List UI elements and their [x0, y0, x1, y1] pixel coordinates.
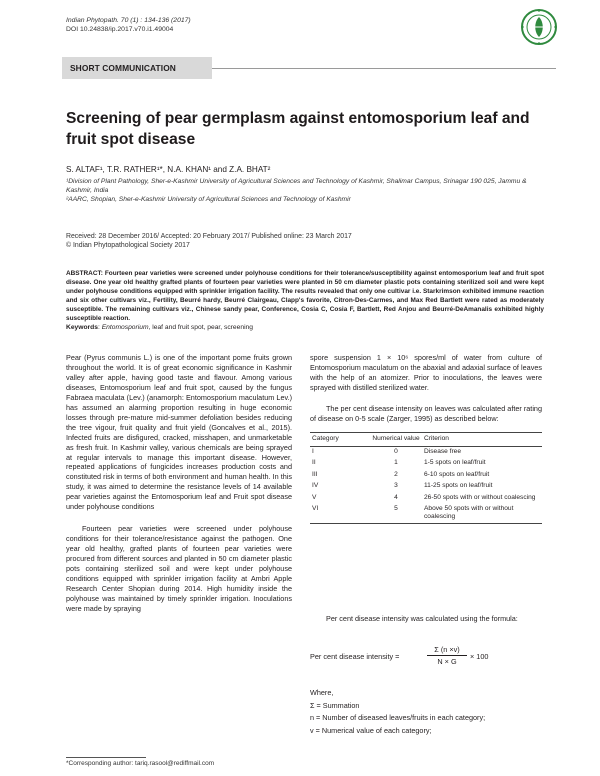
table-cell: 1 [394, 459, 398, 467]
doi: DOI 10.24838/ip.2017.v70.i1.49004 [66, 26, 174, 33]
keyword-first: Entomosporium [101, 324, 149, 331]
table-header-criterion: Criterion [424, 435, 449, 442]
formula-lhs: Per cent disease intensity = [310, 652, 400, 661]
table-cell: IV [312, 482, 319, 490]
right-column [310, 353, 542, 424]
table-cell: V [312, 493, 317, 501]
table-row [310, 503, 542, 523]
society-logo [520, 8, 558, 46]
table-cell: I [312, 448, 314, 456]
journal-citation: Indian Phytopath. 70 (1) : 134-136 (2017) [66, 17, 191, 24]
table-row [310, 469, 542, 480]
where-label: Where, [310, 688, 334, 697]
definition-v: v = Numerical value of each category; [310, 725, 432, 735]
table-header-value: Numerical value [372, 435, 420, 442]
formula-paragraph: Per cent disease intensity was calculated using the formula: [326, 614, 518, 623]
table-cell: Above 50 spots with or without coalescing [424, 505, 514, 521]
rating-paragraph: The per cent disease intensity on leaves was calculated after rating of disease on 0-5 scale (Zarger, 1995) as described below: [310, 403, 542, 423]
table-cell: 0 [394, 448, 398, 456]
formula-numerator: Σ (n ×v) [427, 645, 467, 656]
disease-scale-table [310, 432, 542, 524]
table-cell: 1-5 spots on leaf/fruit [424, 459, 486, 467]
table-cell: VI [312, 505, 319, 513]
table-header-row [310, 433, 542, 447]
publication-dates: Received: 28 December 2016/ Accepted: 20 February 2017/ Published online: 23 March 2017 [66, 233, 352, 240]
table-cell: 6-10 spots on leaf/fruit [424, 470, 490, 478]
corresponding-author: *Corresponding author: tariq.rasool@rediffmail.com [66, 760, 215, 767]
intro-paragraph: Pear (Pyrus communis L.) is one of the important pome fruits grown throughout the world. It is of great economic significance in Kashmir valley after apple, having good taste and flavour. Among various diseases, Entomosporium leaf and fruit spot, caused by the fungus Fabraea maculata (Lev.) (anamorph: Entomosporium maculatum Lev.) has assumed an alarming proportion resulting in huge economic losses through pre-mature mid-summer defoliation besides reducing the tree vigour, fruit quality and fruit yield (Goncalves et al., 2015). Infected fruits are disfigured, cracked, misshapen, and unmarketable as fresh fruit. In Kashmir valley, various chemicals are being sprayed at regular intervals to manage this important disease. However, repeated applications of fungicides increases production costs and constituted risk in terms of both environment and human health. In this study, it was aimed to determine the resistance levels of 14 available pear varieties against the Entomosporium leaf and Fruit spot disease under polyhouse conditions [66, 353, 292, 512]
journal-header [66, 16, 191, 34]
section-label: SHORT COMMUNICATION [70, 63, 176, 73]
formula-rhs: × 100 [470, 652, 489, 661]
society-emblem-icon [520, 8, 558, 46]
table-cell: 2 [394, 470, 398, 478]
table-cell: 11-25 spots on leaf/fruit [424, 482, 493, 490]
table-row [310, 492, 542, 503]
table-header-category: Category [312, 435, 339, 442]
table-cell: 5 [394, 505, 398, 513]
table-cell: II [312, 459, 316, 467]
publication-info [66, 232, 352, 251]
section-banner [62, 57, 212, 79]
keywords-rest: , leaf and fruit spot, pear, screening [148, 324, 253, 331]
definition-n: n = Number of diseased leaves/fruits in each category; [310, 713, 486, 722]
affiliations [66, 177, 546, 205]
formula-denominator: N × G [437, 657, 457, 666]
formula-definitions [310, 687, 542, 737]
formula-fraction [427, 645, 467, 666]
keywords-label: Keywords [66, 324, 98, 331]
table-cell: III [312, 470, 318, 478]
paper-title: Screening of pear germplasm against entomosporium leaf and fruit spot disease [66, 110, 530, 148]
abstract: ABSTRACT: Fourteen pear varieties were screened under polyhouse conditions for their tolerance/susceptibility against entomosporium leaf and fruit spot disease. One year old healthy grafted plants of fourteen pear varieties were planted in 50 cm diameter plastic pots containing sterilized soil and were kept under polyhouse conditions equipped with sprinkler irrigation facility. The results revealed that only one cultivar i.e. Starkrimson exhibited immune reaction and six other cultivars viz., Fertility, Beurré hardy, Beurré Clairgeau, Clapp's favorite, Citron-Des-Carmes, and Max Red Bartlett were rated as moderately susceptible. The remaining cultivars viz., Chinese sandy pear, Conference, Cosia C, Cosia F, Bartlett, Red Anjou and Beurré-DeAmanalis exhibited highly susceptible reaction. [66, 270, 544, 322]
methods-paragraph: Fourteen pear varieties were screened under polyhouse conditions for their tolerance/resistance against the pathogen. One year old healthy, grafted plants of fourteen pear varieties were procured from different sources and planted in 50 cm diameter plastic pots containing sterilized soil and were kept under polyhouse conditions equipped with sprinkler irrigation facility at Ambri Apple Research Center Shopian during 2014. High humidity inside the polyhouse was maintained by timely sprinkler irrigation. Inoculations were made by spraying [66, 524, 292, 613]
table-row [310, 446, 542, 458]
left-column [66, 353, 292, 614]
table-row [310, 458, 542, 469]
footnote-divider [66, 757, 146, 758]
table-cell: 3 [394, 482, 398, 490]
copyright: © Indian Phytopathological Society 2017 [66, 242, 190, 250]
inoculation-paragraph: spore suspension 1 × 10⁶ spores/ml of water from culture of Entomosporium maculatum on the abaxial and adaxial surface of leaves with the help of an atomizer. Prior to inoculations, the leaves were sprayed with distilled sterilized water. [310, 353, 542, 392]
table-row [310, 481, 542, 492]
affiliation-2: ²AARC, Shopian, Sher-e-Kashmir University of Agricultural Sciences and Technology of Kashmir [66, 196, 351, 204]
definition-sum: Σ = Summation [310, 700, 360, 710]
table-cell: 4 [394, 493, 398, 501]
header-divider [212, 68, 556, 69]
keywords: Keywords: Entomosporium, leaf and fruit spot, pear, screening [66, 324, 253, 331]
formula-intro [310, 614, 542, 624]
affiliation-1: ¹Division of Plant Pathology, Sher-e-Kashmir University of Agricultural Sciences and Technology of Kashmir, Shalimar Campus, Srinagar 190 025, Jammu & Kashmir, India [66, 178, 527, 195]
table-cell: Disease free [424, 448, 462, 456]
table-cell: 26-50 spots with or without coalescing [424, 493, 536, 501]
author-list: S. ALTAF¹, T.R. RATHER¹*, N.A. KHAN¹ and Z.A. BHAT² [66, 165, 271, 174]
